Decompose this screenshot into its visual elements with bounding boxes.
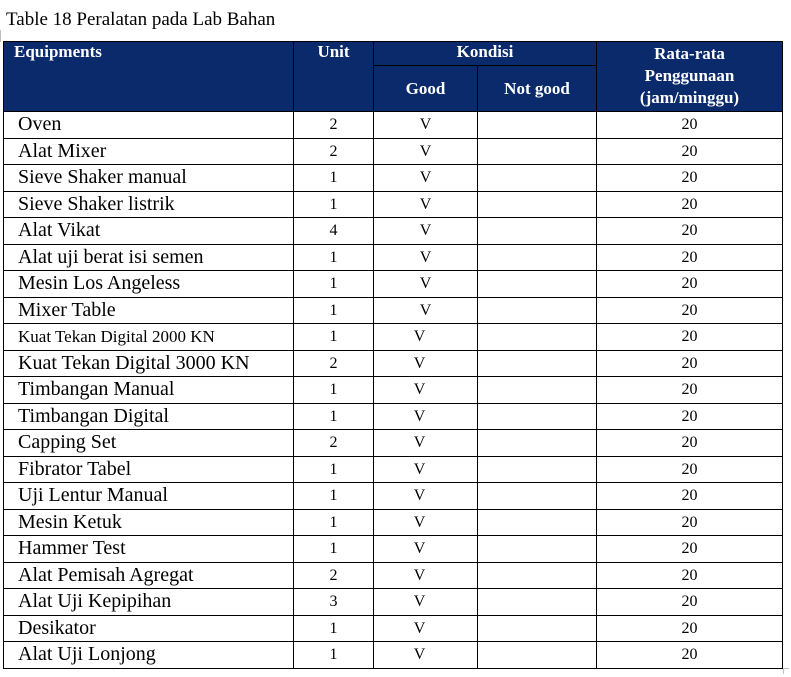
condition-not-good [478, 403, 597, 430]
unit-count: 1 [294, 483, 374, 510]
unit-count: 3 [294, 589, 374, 616]
equipment-name: Oven [4, 112, 294, 139]
condition-good: V [374, 112, 478, 139]
unit-count: 1 [294, 271, 374, 298]
unit-count: 1 [294, 403, 374, 430]
condition-good: V [374, 218, 478, 245]
condition-good: V [374, 271, 478, 298]
equipment-name: Mesin Ketuk [4, 509, 294, 536]
average-usage: 20 [597, 271, 783, 298]
equipment-name: Timbangan Manual [4, 377, 294, 404]
table-row [4, 430, 783, 457]
average-usage: 20 [597, 244, 783, 271]
table-row [4, 456, 783, 483]
header-rata-rata [597, 42, 783, 112]
condition-good: V [374, 615, 478, 642]
equipment-name: Hammer Test [4, 536, 294, 563]
condition-good: V [374, 562, 478, 589]
equipment-name: Sieve Shaker manual [4, 165, 294, 192]
condition-good: V [374, 509, 478, 536]
condition-good: V [374, 642, 478, 669]
unit-count: 2 [294, 562, 374, 589]
unit-count: 4 [294, 218, 374, 245]
unit-count: 1 [294, 324, 374, 351]
table-row [4, 138, 783, 165]
table-row [4, 483, 783, 510]
average-usage: 20 [597, 642, 783, 669]
table-caption: Table 18 Peralatan pada Lab Bahan [6, 9, 276, 30]
condition-not-good [478, 165, 597, 192]
table-row [4, 403, 783, 430]
condition-not-good [478, 536, 597, 563]
table-row [4, 218, 783, 245]
table-row [4, 324, 783, 351]
unit-count: 1 [294, 165, 374, 192]
average-usage: 20 [597, 297, 783, 324]
header-rata-line3: (jam/minggu) [639, 88, 740, 107]
header-rata-line1: Rata-rata [654, 44, 725, 63]
header-kondisi: Kondisi [374, 42, 597, 66]
equipment-name: Desikator [4, 615, 294, 642]
condition-not-good [478, 112, 597, 139]
condition-good: V [374, 536, 478, 563]
condition-good: V [374, 403, 478, 430]
header-rata-line2: Penggunaan [644, 66, 735, 85]
equipment-name: Uji Lentur Manual [4, 483, 294, 510]
condition-not-good [478, 456, 597, 483]
condition-not-good [478, 191, 597, 218]
header-unit: Unit [294, 42, 374, 112]
table-row [4, 642, 783, 669]
condition-good: V [374, 324, 478, 351]
average-usage: 20 [597, 615, 783, 642]
average-usage: 20 [597, 191, 783, 218]
table-row [4, 615, 783, 642]
condition-not-good [478, 589, 597, 616]
header-equipments: Equipments [4, 42, 294, 112]
table-row [4, 377, 783, 404]
equipment-name: Fibrator Tabel [4, 456, 294, 483]
condition-good: V [374, 483, 478, 510]
unit-count: 1 [294, 642, 374, 669]
average-usage: 20 [597, 589, 783, 616]
table-row [4, 271, 783, 298]
unit-count: 1 [294, 536, 374, 563]
average-usage: 20 [597, 138, 783, 165]
condition-not-good [478, 377, 597, 404]
unit-count: 1 [294, 377, 374, 404]
table-row [4, 509, 783, 536]
average-usage: 20 [597, 483, 783, 510]
unit-count: 1 [294, 191, 374, 218]
condition-not-good [478, 562, 597, 589]
condition-good: V [374, 350, 478, 377]
condition-not-good [478, 483, 597, 510]
condition-good: V [374, 191, 478, 218]
table-row [4, 350, 783, 377]
unit-count: 1 [294, 615, 374, 642]
unit-count: 1 [294, 456, 374, 483]
condition-not-good [478, 297, 597, 324]
average-usage: 20 [597, 403, 783, 430]
condition-not-good [478, 615, 597, 642]
table-row [4, 589, 783, 616]
equipment-name: Kuat Tekan Digital 2000 KN [4, 324, 294, 351]
condition-good: V [374, 377, 478, 404]
condition-not-good [478, 324, 597, 351]
unit-count: 2 [294, 430, 374, 457]
header-good: Good [374, 66, 478, 112]
average-usage: 20 [597, 112, 783, 139]
equipment-name: Mixer Table [4, 297, 294, 324]
equipment-name: Alat Uji Kepipihan [4, 589, 294, 616]
equipment-name: Kuat Tekan Digital 3000 KN [4, 350, 294, 377]
unit-count: 2 [294, 138, 374, 165]
equipment-name: Alat Pemisah Agregat [4, 562, 294, 589]
header-not-good: Not good [478, 66, 597, 112]
table-row [4, 297, 783, 324]
average-usage: 20 [597, 377, 783, 404]
average-usage: 20 [597, 456, 783, 483]
equipment-name: Alat Uji Lonjong [4, 642, 294, 669]
table-row [4, 562, 783, 589]
average-usage: 20 [597, 165, 783, 192]
condition-good: V [374, 456, 478, 483]
equipment-name: Timbangan Digital [4, 403, 294, 430]
condition-not-good [478, 271, 597, 298]
equipment-name: Alat Vikat [4, 218, 294, 245]
condition-not-good [478, 350, 597, 377]
unit-count: 2 [294, 112, 374, 139]
table-body [4, 112, 783, 669]
average-usage: 20 [597, 562, 783, 589]
average-usage: 20 [597, 536, 783, 563]
condition-good: V [374, 138, 478, 165]
unit-count: 1 [294, 297, 374, 324]
condition-good: V [374, 430, 478, 457]
average-usage: 20 [597, 350, 783, 377]
condition-not-good [478, 244, 597, 271]
condition-not-good [478, 509, 597, 536]
equipment-name: Alat Mixer [4, 138, 294, 165]
page-corner-mark [783, 668, 789, 674]
unit-count: 1 [294, 244, 374, 271]
table-row [4, 536, 783, 563]
condition-good: V [374, 297, 478, 324]
average-usage: 20 [597, 218, 783, 245]
condition-not-good [478, 430, 597, 457]
condition-good: V [374, 589, 478, 616]
condition-good: V [374, 244, 478, 271]
unit-count: 1 [294, 509, 374, 536]
table-row [4, 191, 783, 218]
equipment-name: Mesin Los Angeless [4, 271, 294, 298]
table-row [4, 244, 783, 271]
equipment-name: Sieve Shaker listrik [4, 191, 294, 218]
condition-good: V [374, 165, 478, 192]
table-row [4, 112, 783, 139]
page-corner-mark [0, 30, 1, 42]
equipment-name: Alat uji berat isi semen [4, 244, 294, 271]
condition-not-good [478, 138, 597, 165]
condition-not-good [478, 642, 597, 669]
unit-count: 2 [294, 350, 374, 377]
average-usage: 20 [597, 324, 783, 351]
equipment-name: Capping Set [4, 430, 294, 457]
table-row [4, 165, 783, 192]
equipment-table [3, 41, 783, 669]
average-usage: 20 [597, 430, 783, 457]
condition-not-good [478, 218, 597, 245]
average-usage: 20 [597, 509, 783, 536]
